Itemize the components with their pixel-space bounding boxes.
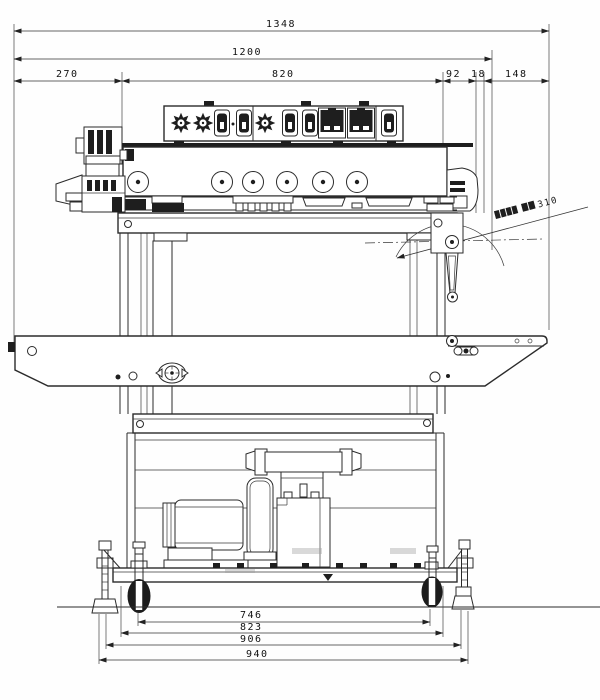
toggle-switch-icon[interactable]: [237, 110, 252, 136]
dim-label-820: 820: [272, 69, 295, 80]
dim-label-823: 823: [240, 622, 263, 633]
lower-crossbar: [133, 414, 433, 433]
toggle-switch-icon[interactable]: [303, 110, 318, 136]
swing-note: [494, 195, 559, 222]
dim-label-92: 92: [446, 69, 462, 80]
swing-note-illegible-text: [494, 201, 536, 219]
speed-knob-icon[interactable]: [194, 114, 212, 132]
dim-overall-1348: [14, 19, 549, 31]
work-table: [8, 336, 547, 387]
crossbar-bolt-left: [125, 221, 132, 228]
dim-label-746: 746: [240, 610, 263, 621]
dim-row3: [14, 69, 549, 81]
counter-display: [348, 108, 375, 138]
temperature-knob-icon[interactable]: [172, 114, 190, 132]
machine-head: [56, 101, 478, 212]
dim-label-1348: 1348: [266, 19, 297, 30]
motor-body: [175, 500, 243, 550]
table-plate: [15, 336, 547, 386]
dim-823: [121, 622, 443, 633]
dim-label-906: 906: [240, 634, 263, 645]
dim-940: [99, 649, 468, 660]
cabinet: [127, 433, 444, 568]
control-knob-icon[interactable]: [256, 114, 274, 132]
motor-assembly: [163, 449, 416, 568]
swing-link: [446, 253, 458, 293]
blower-unit: [247, 478, 273, 558]
toggle-switch-icon[interactable]: [283, 110, 298, 136]
base-rail: [113, 568, 457, 582]
toggle-switch-icon[interactable]: [215, 110, 230, 136]
infeed-unit: [56, 127, 127, 212]
dim-label-940: 940: [246, 649, 269, 660]
dim-label-18: 18: [471, 69, 487, 80]
drive-roller: [265, 452, 342, 472]
dim-906: [106, 634, 461, 645]
dim-label-1200: 1200: [232, 47, 263, 58]
dim-label-148: 148: [505, 69, 528, 80]
dim-1200: [14, 47, 492, 59]
gearbox: [277, 498, 330, 567]
frame: [118, 213, 457, 433]
pivot-bracket: [431, 213, 463, 253]
upper-crossbar: [118, 213, 457, 233]
bottom-dimensions: [99, 586, 468, 664]
power-switch-icon[interactable]: [382, 110, 397, 136]
wing-clamp[interactable]: [454, 347, 478, 355]
control-panel: [164, 101, 403, 146]
left-post: [153, 241, 172, 414]
counter-display: [319, 108, 346, 138]
dim-label-270: 270: [56, 69, 79, 80]
swing-arm-annotation: [365, 195, 588, 302]
swing-dim-label-310: 310: [536, 195, 560, 211]
guide-rail-strip: [88, 196, 457, 212]
dim-746: [138, 610, 430, 622]
